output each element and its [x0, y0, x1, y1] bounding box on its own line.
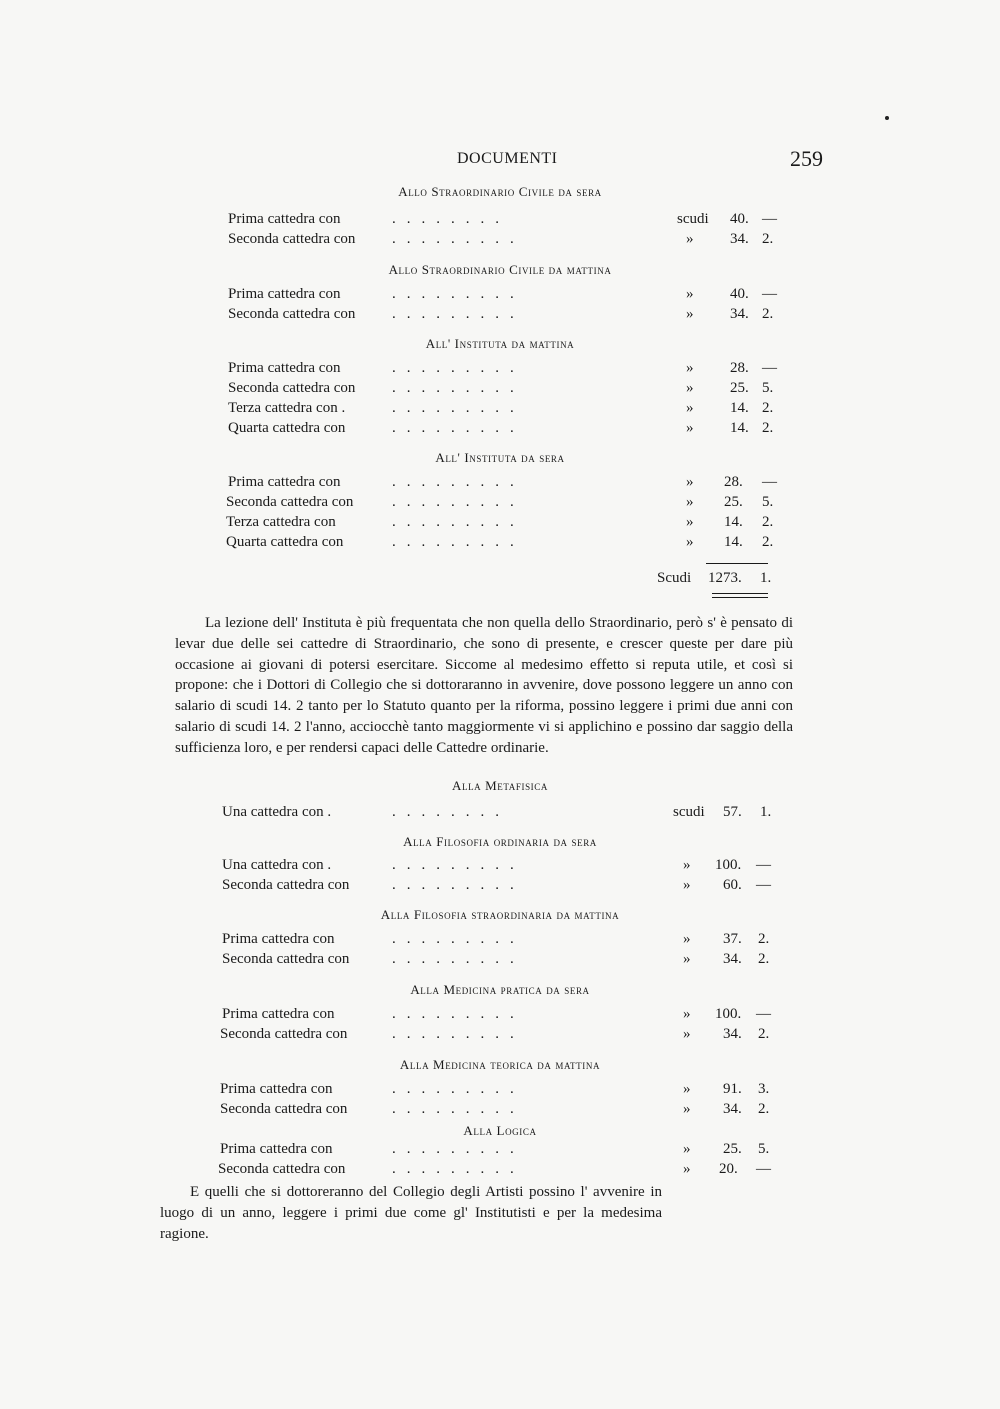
row-label: Prima cattedra con — [228, 360, 341, 376]
row-label: Prima cattedra con — [222, 931, 335, 947]
leader-dots: ......... — [392, 1006, 525, 1022]
row-fraction: — — [756, 1006, 771, 1022]
salary-row — [0, 857, 1000, 877]
row-fraction: 2. — [762, 306, 774, 322]
row-fraction: 2. — [758, 1026, 770, 1042]
row-amount: 34. — [723, 1026, 742, 1042]
row-amount: 40. — [730, 286, 749, 302]
row-label: Seconda cattedra con — [228, 306, 356, 322]
row-currency: » — [683, 1006, 691, 1022]
leader-dots: ......... — [392, 494, 525, 510]
salary-row — [0, 1101, 1000, 1121]
salary-row — [0, 420, 1000, 440]
row-currency: » — [686, 400, 694, 416]
row-amount: 14. — [730, 420, 749, 436]
row-label: Una cattedra con . — [222, 804, 332, 820]
row-currency: » — [686, 306, 694, 322]
row-label: Prima cattedra con — [222, 1006, 335, 1022]
section-heading: All' Instituta da mattina — [425, 336, 575, 351]
salary-row — [0, 360, 1000, 380]
row-currency: » — [686, 231, 694, 247]
section-heading: Alla Medicina teorica da mattina — [399, 1057, 601, 1072]
row-fraction: 3. — [758, 1081, 770, 1097]
leader-dots: ......... — [392, 857, 525, 873]
leader-dots: ......... — [392, 420, 525, 436]
section-heading: Allo Straordinario Civile da mattina — [388, 262, 612, 277]
leader-dots: ......... — [392, 534, 525, 550]
leader-dots: ......... — [392, 286, 525, 302]
total-fraction: 1. — [760, 570, 772, 586]
row-amount: 91. — [723, 1081, 742, 1097]
salary-row — [0, 286, 1000, 306]
salary-row — [0, 494, 1000, 514]
row-amount: 57. — [723, 804, 742, 820]
row-label: Quarta cattedra con — [226, 534, 344, 550]
row-fraction: 2. — [762, 231, 774, 247]
salary-row — [0, 306, 1000, 326]
row-fraction: 1. — [760, 804, 772, 820]
row-label: Seconda cattedra con — [218, 1161, 346, 1177]
row-currency: » — [686, 514, 694, 530]
row-fraction: — — [762, 286, 777, 302]
row-currency: » — [686, 286, 694, 302]
row-label: Seconda cattedra con — [228, 231, 356, 247]
row-amount: 20. — [719, 1161, 738, 1177]
total-amount: 1273. — [708, 570, 742, 586]
row-label: Seconda cattedra con — [220, 1026, 348, 1042]
row-fraction: 2. — [762, 420, 774, 436]
row-fraction: — — [756, 1161, 771, 1177]
salary-row — [0, 1006, 1000, 1026]
row-currency: » — [686, 474, 694, 490]
row-label: Seconda cattedra con — [222, 877, 350, 893]
row-currency: » — [686, 380, 694, 396]
salary-row — [0, 231, 1000, 251]
leader-dots: ......... — [392, 1101, 525, 1117]
row-amount: 60. — [723, 877, 742, 893]
salary-row — [0, 514, 1000, 534]
row-currency: » — [683, 1141, 691, 1157]
leader-dots: ......... — [392, 1081, 525, 1097]
leader-dots: ......... — [392, 1161, 525, 1177]
row-fraction: 2. — [762, 534, 774, 550]
row-label: Prima cattedra con — [228, 474, 341, 490]
row-amount: 100. — [715, 857, 742, 873]
salary-row — [0, 877, 1000, 897]
salary-row — [0, 211, 1000, 231]
salary-row — [0, 1141, 1000, 1161]
salary-row — [0, 1026, 1000, 1046]
row-currency: » — [683, 1026, 691, 1042]
salary-row — [0, 400, 1000, 420]
row-amount: 37. — [723, 931, 742, 947]
leader-dots: ......... — [392, 1141, 525, 1157]
leader-dots: ......... — [392, 951, 525, 967]
row-amount: 28. — [730, 360, 749, 376]
section-heading: Alla Filosofia ordinaria da sera — [403, 834, 597, 849]
row-currency: » — [683, 931, 691, 947]
row-amount: 40. — [730, 211, 749, 227]
section-heading: All' Instituta da sera — [435, 450, 565, 465]
row-amount: 28. — [724, 474, 743, 490]
total-label: Scudi — [657, 570, 692, 586]
row-amount: 34. — [723, 951, 742, 967]
leader-dots: ......... — [392, 306, 525, 322]
row-fraction: 2. — [762, 514, 774, 530]
double-rule-top — [712, 593, 768, 594]
row-label: Seconda cattedra con — [228, 380, 356, 396]
leader-dots: ......... — [392, 474, 525, 490]
salary-row — [0, 931, 1000, 951]
row-amount: 34. — [723, 1101, 742, 1117]
row-fraction: — — [762, 211, 777, 227]
row-label: Seconda cattedra con — [222, 951, 350, 967]
running-title: DOCUMENTI — [457, 150, 558, 167]
row-amount: 25. — [724, 494, 743, 510]
section-heading: Alla Metafisica — [452, 778, 548, 793]
row-currency: » — [683, 1081, 691, 1097]
page-number: 259 — [790, 146, 823, 171]
section-heading: Alla Medicina pratica da sera — [410, 982, 590, 997]
row-label: Prima cattedra con — [228, 286, 341, 302]
row-fraction: 5. — [758, 1141, 770, 1157]
row-fraction: 2. — [758, 951, 770, 967]
row-amount: 34. — [730, 231, 749, 247]
row-currency: scudi — [677, 211, 709, 227]
row-amount: 100. — [715, 1006, 742, 1022]
leader-dots: ......... — [392, 360, 525, 376]
row-label: Prima cattedra con — [220, 1081, 333, 1097]
row-label: Una cattedra con . — [222, 857, 332, 873]
row-label: Prima cattedra con — [228, 211, 341, 227]
double-rule-bottom — [712, 597, 768, 598]
salary-row — [0, 534, 1000, 554]
leader-dots: ........ — [392, 804, 510, 820]
row-fraction: — — [756, 877, 771, 893]
row-fraction: — — [756, 857, 771, 873]
section-heading: Alla Filosofia straordinaria da mattina — [380, 907, 620, 922]
row-currency: » — [683, 1101, 691, 1117]
row-fraction: 2. — [758, 931, 770, 947]
page-header — [0, 146, 1000, 180]
row-currency: » — [683, 877, 691, 893]
row-currency: » — [686, 494, 694, 510]
leader-dots: ......... — [392, 877, 525, 893]
section-heading: Alla Logica — [463, 1123, 537, 1138]
row-fraction: 5. — [762, 494, 774, 510]
row-currency: » — [683, 1161, 691, 1177]
salary-row — [0, 380, 1000, 400]
leader-dots: ......... — [392, 380, 525, 396]
salary-row — [0, 474, 1000, 494]
row-amount: 34. — [730, 306, 749, 322]
row-label: Seconda cattedra con — [220, 1101, 348, 1117]
row-amount: 14. — [724, 534, 743, 550]
salary-row — [0, 804, 1000, 824]
page-speck — [885, 116, 889, 120]
row-amount: 14. — [724, 514, 743, 530]
sum-rule — [706, 563, 768, 564]
row-fraction: — — [762, 360, 777, 376]
closing-paragraph: E quelli che si dottoreranno del Collegio degli Artisti possino l' avvenire in luogo di un anno, leggere i primi due come gl' Institutisti e per la medesima ragione. — [160, 1184, 662, 1242]
salary-row — [0, 1081, 1000, 1101]
row-amount: 25. — [730, 380, 749, 396]
row-currency: » — [683, 857, 691, 873]
row-label: Terza cattedra con . — [228, 400, 346, 416]
salary-row — [0, 1161, 1000, 1181]
row-currency: » — [686, 534, 694, 550]
leader-dots: ......... — [392, 400, 525, 416]
row-label: Terza cattedra con — [226, 514, 336, 530]
leader-dots: ......... — [392, 514, 525, 530]
row-amount: 14. — [730, 400, 749, 416]
row-amount: 25. — [723, 1141, 742, 1157]
row-currency: » — [683, 951, 691, 967]
salary-row — [0, 951, 1000, 971]
row-fraction: 5. — [762, 380, 774, 396]
row-label: Prima cattedra con — [220, 1141, 333, 1157]
row-label: Quarta cattedra con — [228, 420, 346, 436]
section-heading: Allo Straordinario Civile da sera — [398, 184, 602, 199]
leader-dots: ........ — [392, 211, 510, 227]
row-fraction: — — [762, 474, 777, 490]
row-currency: scudi — [673, 804, 705, 820]
row-currency: » — [686, 360, 694, 376]
leader-dots: ......... — [392, 1026, 525, 1042]
leader-dots: ......... — [392, 231, 525, 247]
row-currency: » — [686, 420, 694, 436]
row-fraction: 2. — [758, 1101, 770, 1117]
row-label: Seconda cattedra con — [226, 494, 354, 510]
body-paragraph: La lezione dell' Instituta è più frequentata che non quella dello Straordinario, però s' è pensato di levar due delle sei cattedre di Straordinario, che sono di presente, e crescer queste per dare più occasione ai giovani di potersi esercitare. Siccome al medesimo effetto si reputa utile, et così si propone: che i Dottori di Collegio che si dottoraranno in avvenire, dove possono leggere un anno con salario di scudi 14. 2 tanto per lo Statuto quanto per la riforma, possino leggere i primi due anni con salario di scudi 14. 2 l'anno, acciocchè tanto maggiormente vi si applichino e possino dar saggio della sufficienza loro, e per rendersi capaci delle Cattedre ordinarie. — [175, 615, 793, 756]
leader-dots: ......... — [392, 931, 525, 947]
row-fraction: 2. — [762, 400, 774, 416]
